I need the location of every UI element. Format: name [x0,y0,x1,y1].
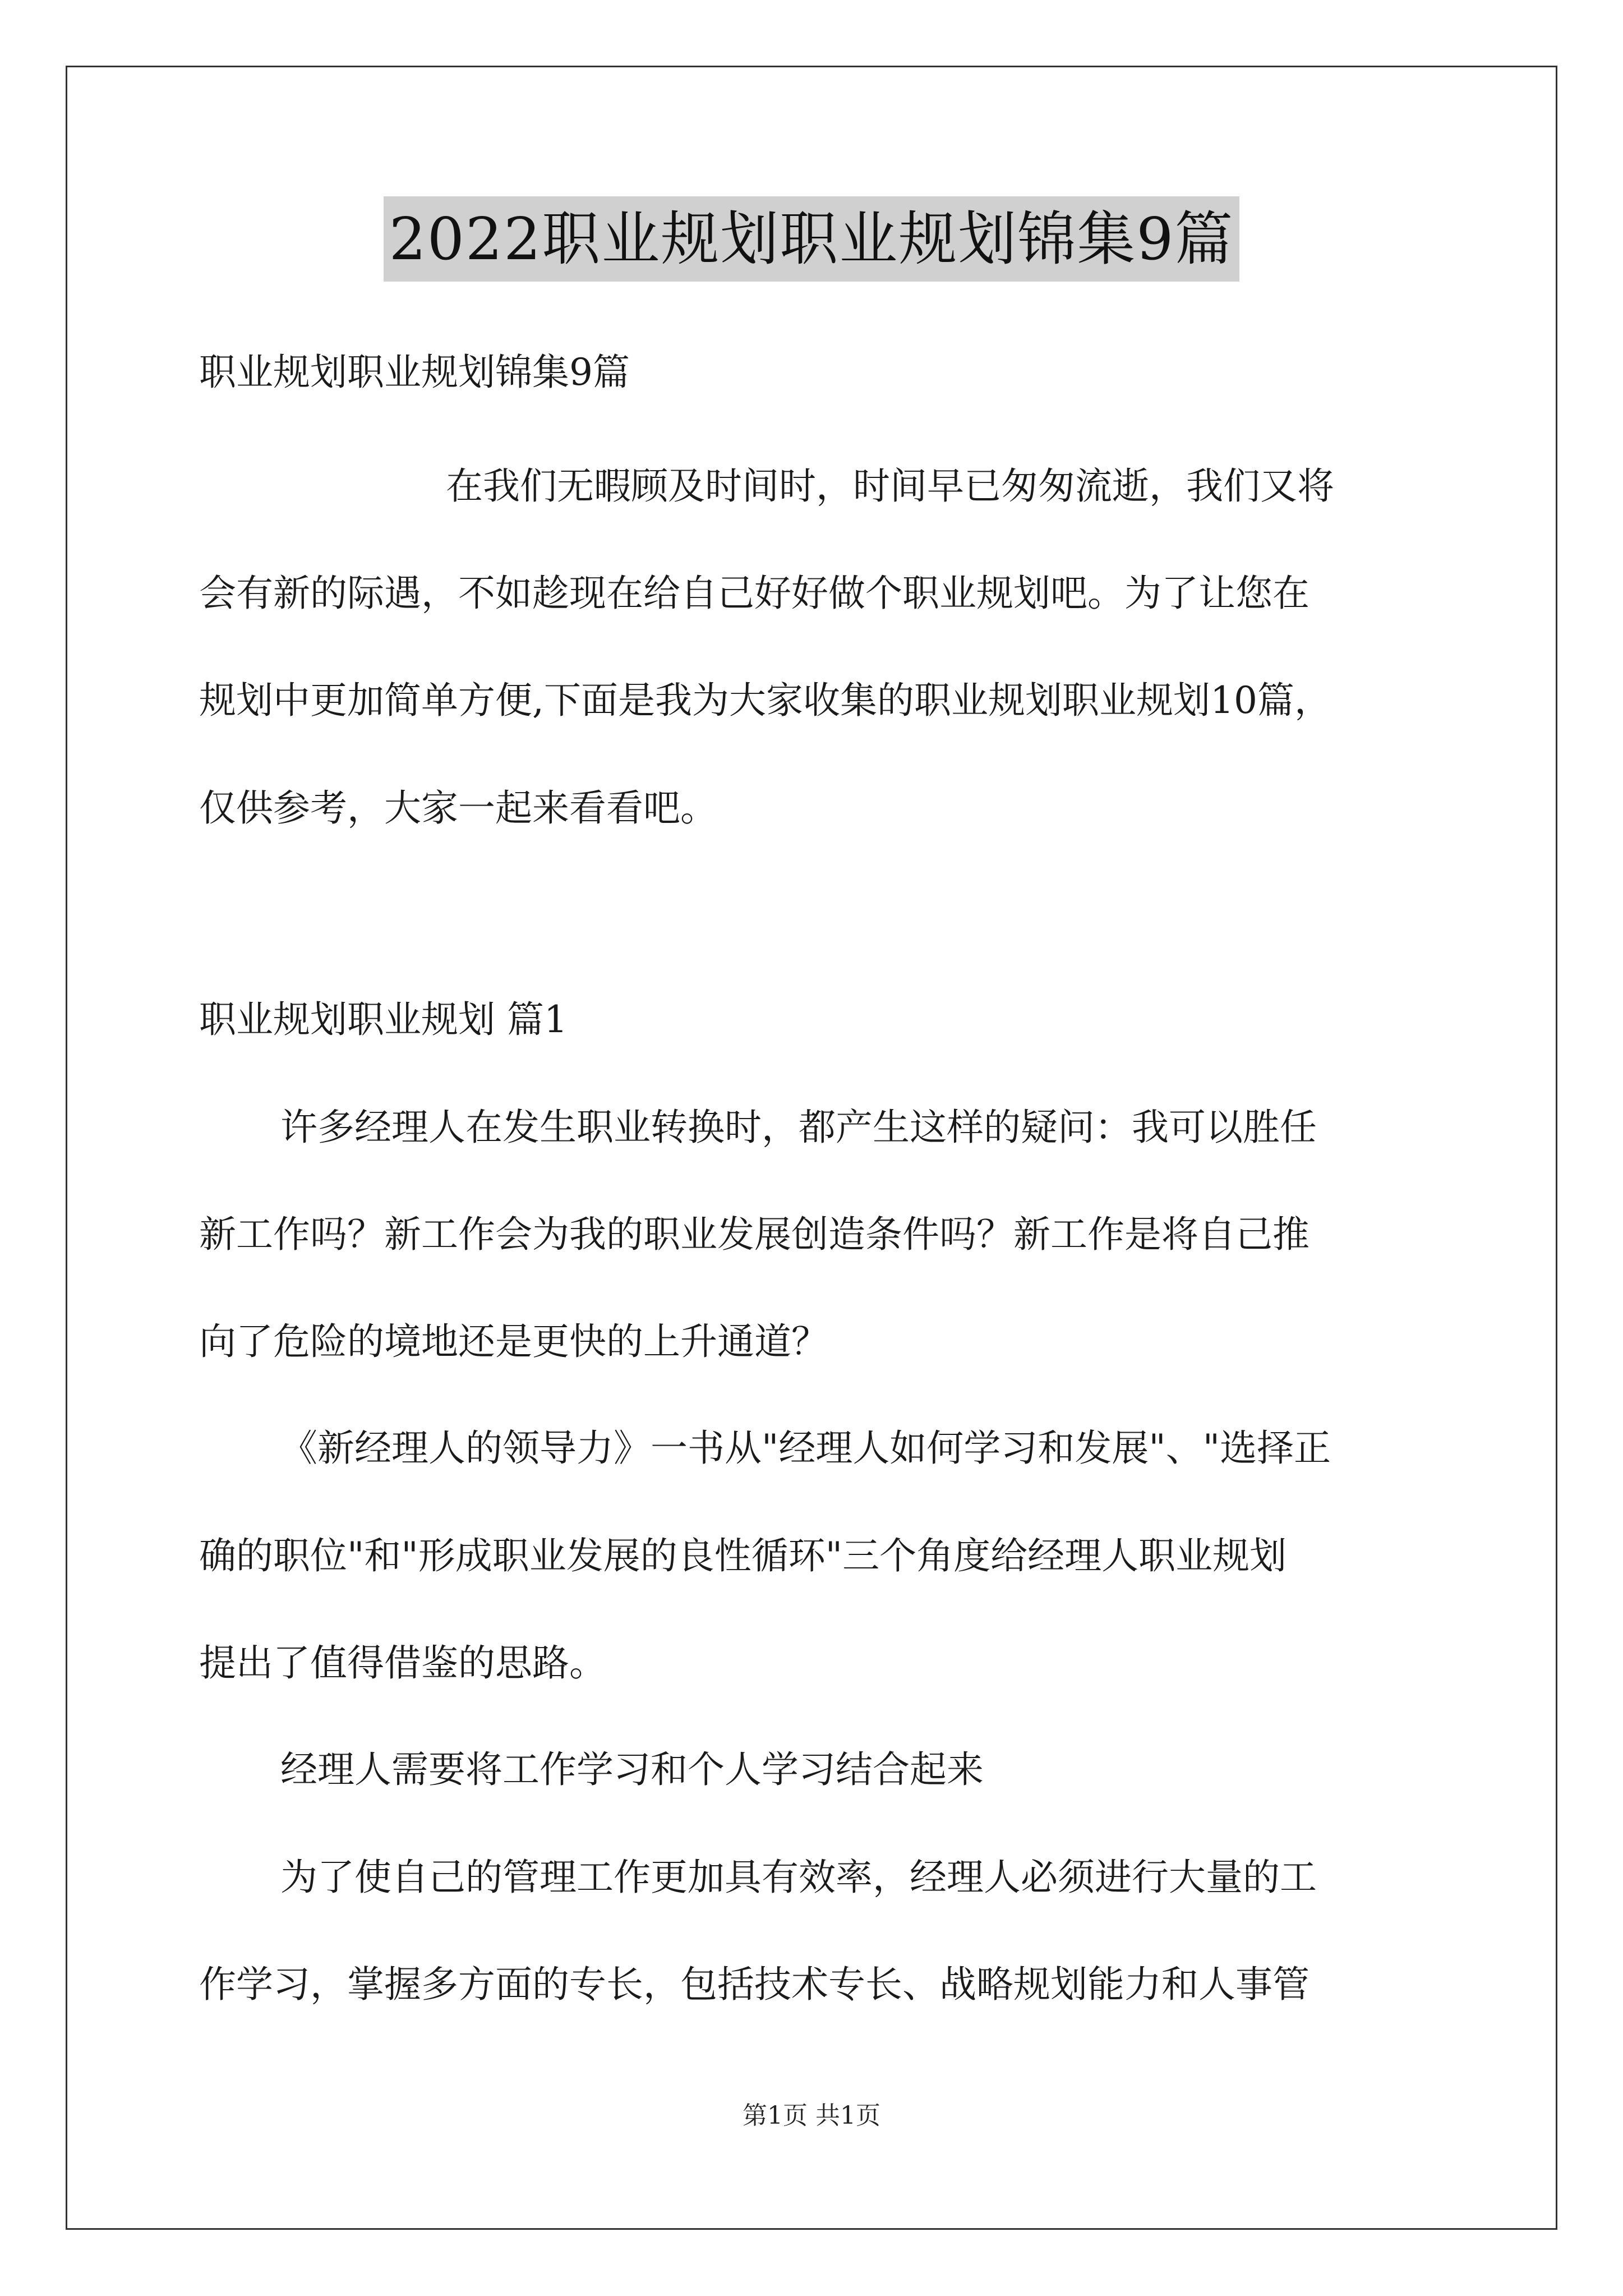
para4-line-1: 为了使自己的管理工作更加具有效率，经理人必须进行大量的工 [280,1856,1317,1899]
para1-line-1: 许多经理人在发生职业转换时，都产生这样的疑问：我可以胜任 [280,1106,1317,1149]
title-container [0,196,1623,282]
para1-line-2: 新工作吗？新工作会为我的职业发展创造条件吗？新工作是将自己推 [199,1213,1310,1256]
subtitle: 职业规划职业规划锦集9篇 [199,351,630,394]
para2-line-1: 《新经理人的领导力》一书从"经理人如何学习和发展"、"选择正 [280,1427,1331,1470]
para1-line-3: 向了危险的境地还是更快的上升通道？ [199,1320,828,1363]
document-title: 2022职业规划职业规划锦集9篇 [384,196,1240,282]
intro-line-4: 仅供参考，大家一起来看看吧。 [199,786,717,830]
intro-line-3: 规划中更加简单方便,下面是我为大家收集的职业规划职业规划10篇， [199,679,1331,722]
para2-line-2: 确的职位"和"形成职业发展的良性循环"三个角度给经理人职业规划 [199,1534,1287,1577]
section-heading-1: 职业规划职业规划 篇1 [199,998,568,1041]
para3-heading: 经理人需要将工作学习和个人学习结合起来 [280,1748,984,1791]
para2-line-3: 提出了值得借鉴的思路。 [199,1641,606,1685]
page-footer: 第1页 共1页 [743,2101,880,2130]
intro-line-1: 在我们无暇顾及时间时，时间早已匆匆流逝，我们又将 [446,464,1334,508]
para4-line-2: 作学习，掌握多方面的专长，包括技术专长、战略规划能力和人事管 [199,1963,1310,2006]
intro-line-2: 会有新的际遇，不如趁现在给自己好好做个职业规划吧。为了让您在 [199,572,1310,615]
